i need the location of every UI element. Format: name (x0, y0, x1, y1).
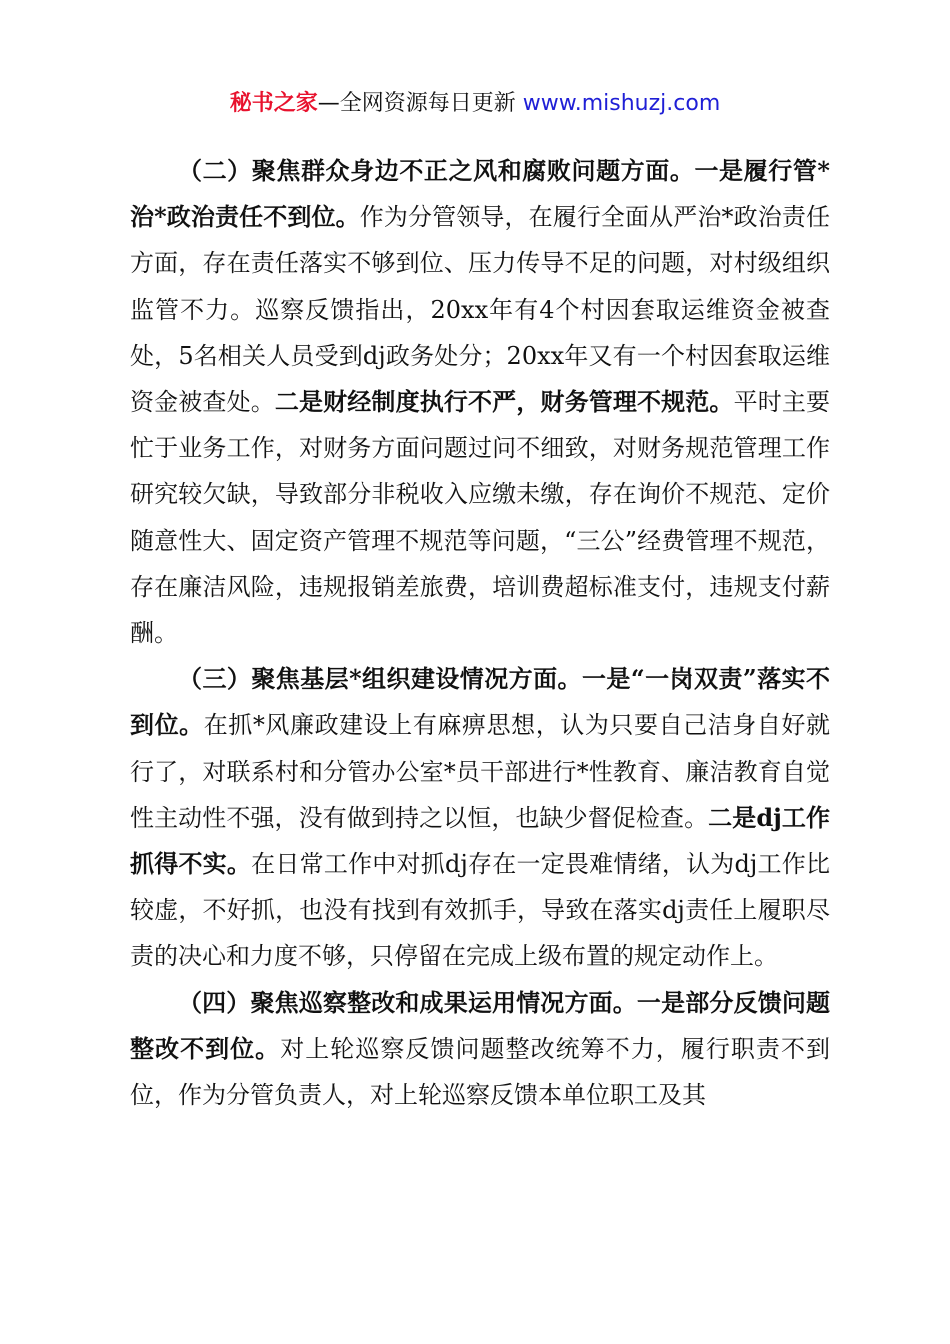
paragraph-section-3 (130, 656, 830, 979)
paragraph-section-4 (130, 980, 830, 1119)
section-text: 对上轮巡察反馈问题整改统筹不力，履行职责不到位，作为分管负责人，对上轮巡察反馈本单位职工及其 (130, 1034, 831, 1110)
section-subheading: 二是dj工作抓得不实。 (130, 802, 830, 879)
section-subheading: 二是财经制度执行不严，财务管理不规范。 (274, 387, 734, 417)
paragraph-section-2 (130, 148, 830, 656)
section-text: 在日常工作中对抓dj存在一定畏难情绪，认为dj工作比较虚，不好抓，也没有找到有效抓手，导致在落实dj责任上履职尽责的决心和力度不够，只停留在完成上级布置的规定动作上。 (130, 850, 831, 971)
section-heading: （二）聚焦群众身边不正之风和腐败问题方面。一是履行管*治*政治责任不到位。 (130, 156, 830, 232)
site-header (0, 86, 950, 122)
section-text: 作为分管领导，在履行全面从严治*政治责任方面，存在责任落实不够到位、压力传导不足的问题，对村级组织监管不力。巡察反馈指出，20xx年有4个村因套取运维资金被查处，5名相关人员受到dj政务处分；20xx年又有一个村因套取运维资金被查处。 (130, 203, 831, 417)
header-tagline: 全网资源每日更新 (339, 91, 523, 116)
section-heading: （四）聚焦巡察整改和成果运用情况方面。一是部分反馈问题整改不到位。 (130, 987, 830, 1063)
section-text: 在抓*风廉政建设上有麻痹思想，认为只要自己洁身自好就行了，对联系村和分管办公室*员干部进行*性教育、廉洁教育自觉性主动性不强，没有做到持之以恒，也缺少督促检查。 (130, 711, 831, 832)
site-url-link[interactable]: www.mishuzj.com (522, 91, 721, 116)
section-text: 平时主要忙于业务工作，对财务方面问题过问不细致，对财务规范管理工作研究较欠缺，导致部分非税收入应缴未缴，存在询价不规范、定价随意性大、固定资产管理不规范等问题，“三公”经费管理不规范，存在廉洁风险，违规报销差旅费，培训费超标准支付，违规支付薪酬。 (130, 388, 831, 648)
brand-name: 秘书之家 (229, 91, 318, 116)
document-body (130, 148, 830, 1118)
section-heading: （三）聚焦基层*组织建设情况方面。一是“一岗双责”落实不到位。 (130, 664, 830, 740)
header-dash: — (317, 91, 340, 116)
